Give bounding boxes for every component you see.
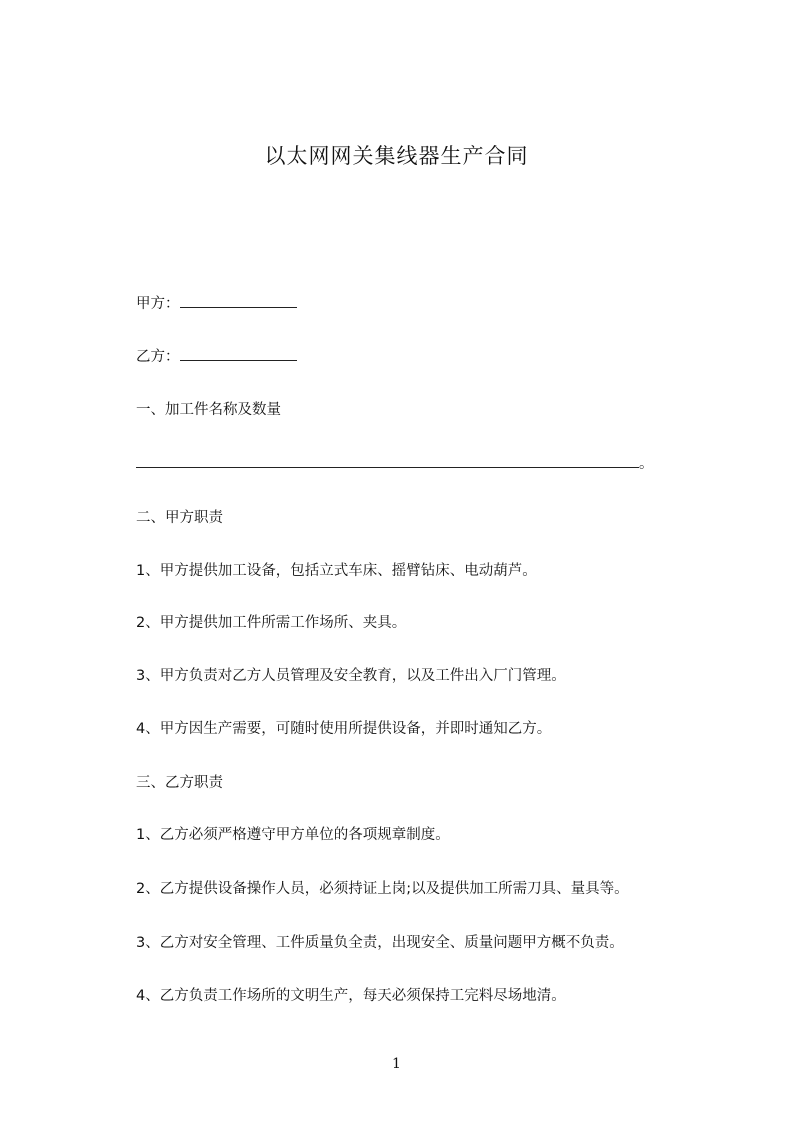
section2-heading: 二、甲方职责 — [136, 510, 223, 526]
section2-item: 4、甲方因生产需要，可随时使用所提供设备，并即时通知乙方。 — [136, 721, 552, 737]
party-b-blank[interactable] — [180, 346, 297, 361]
party-a-label: 甲方： — [136, 296, 180, 312]
party-b-line — [136, 345, 297, 366]
section3-item: 3、乙方对安全管理、工件质量负全责，出现安全、质量问题甲方概不负责。 — [136, 935, 624, 951]
section2-item: 3、甲方负责对乙方人员管理及安全教育，以及工件出入厂门管理。 — [136, 668, 566, 684]
document-title: 以太网网关集线器生产合同 — [264, 144, 529, 168]
party-a-line — [136, 292, 297, 313]
section2-item: 1、甲方提供加工设备，包括立式车床、摇臂钻床、电动葫芦。 — [136, 563, 537, 579]
section1-heading: 一、加工件名称及数量 — [136, 402, 281, 418]
party-b-label: 乙方： — [136, 349, 180, 365]
item-quantity-blank[interactable] — [136, 453, 639, 468]
section2-item: 2、甲方提供加工件所需工作场所、夹具。 — [136, 615, 407, 631]
party-a-blank[interactable] — [180, 293, 297, 308]
section3-heading: 三、乙方职责 — [136, 775, 223, 791]
page-number: 1 — [392, 1056, 401, 1072]
section1-end-mark: 。 — [639, 456, 654, 472]
section3-item: 4、乙方负责工作场所的文明生产，每天必须保持工完料尽场地清。 — [136, 988, 566, 1004]
section3-item: 1、乙方必须严格遵守甲方单位的各项规章制度。 — [136, 827, 450, 843]
section3-item: 2、乙方提供设备操作人员，必须持证上岗;以及提供加工所需刀具、量具等。 — [136, 881, 629, 897]
section1-fill-line — [136, 452, 654, 473]
